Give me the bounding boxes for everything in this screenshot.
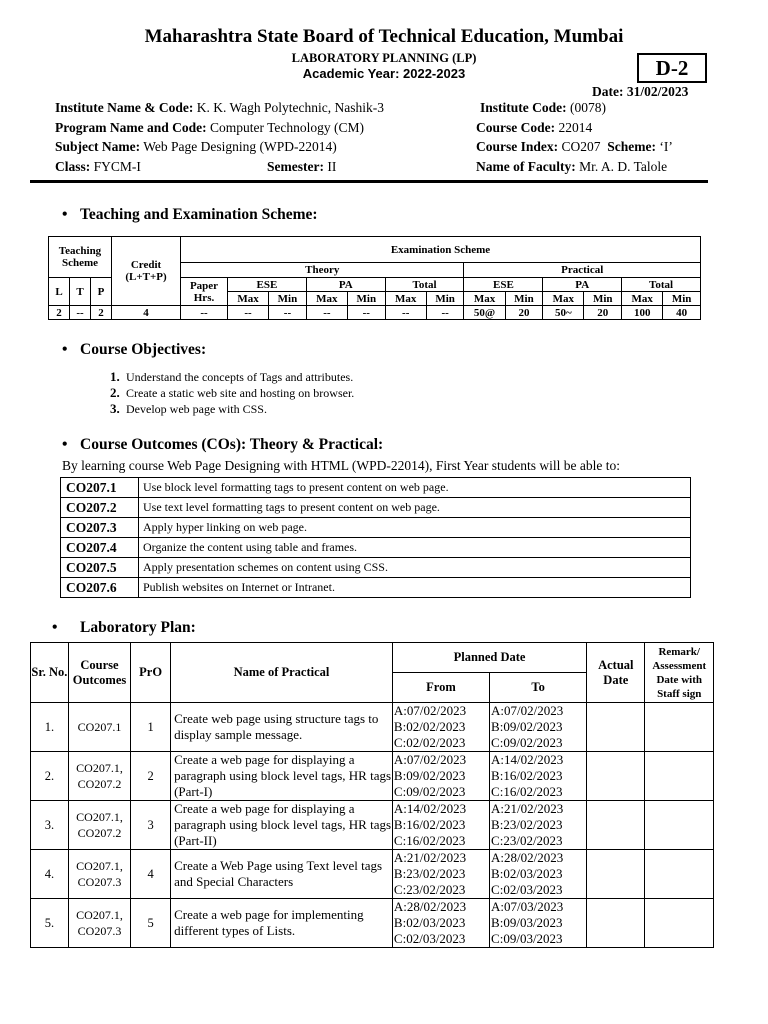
outcome-text: Use block level formatting tags to present content on web page. [139, 478, 691, 498]
course-outcome-cell: CO207.1 [68, 703, 130, 752]
actual-date-cell [587, 899, 645, 948]
from-date-cell [392, 850, 489, 899]
program-value: Computer Technology (CM) [209, 120, 365, 135]
date-label: Date: [592, 84, 624, 99]
date-line: A:21/02/2023 [393, 850, 467, 865]
faculty-value: Mr. A. D. Talole [579, 159, 668, 174]
date-line: B:02/02/2023 [393, 719, 466, 734]
program-name [55, 120, 364, 136]
scheme-value-cell: 2 [91, 306, 112, 320]
section-objectives-text: Course Objectives: [80, 341, 207, 358]
date-line: B:23/02/2023 [393, 866, 466, 881]
min-header: Min [584, 292, 622, 306]
objective-number: 2. [110, 385, 120, 400]
practical-pa-header: PA [543, 278, 622, 292]
objective-item [110, 385, 354, 401]
scheme-label: Scheme: [607, 139, 657, 154]
subject-name [55, 139, 337, 155]
date-value: 31/02/2023 [626, 84, 689, 99]
date-line: B:02/03/2023 [393, 915, 466, 930]
to-date-cell [490, 703, 587, 752]
to-date-cell [490, 801, 587, 850]
section-scheme-text: Teaching and Examination Scheme: [80, 206, 318, 223]
subject-label: Subject Name: [55, 139, 141, 154]
section-outcomes-text: Course Outcomes (COs): Theory & Practical: [80, 436, 384, 453]
document-date [592, 84, 688, 100]
course-code-value: 22014 [558, 120, 593, 135]
objective-text: Develop web page with CSS. [126, 402, 267, 416]
institute-name [55, 100, 384, 116]
table-row [31, 899, 714, 948]
doc-code-box: D-2 [637, 53, 707, 83]
date-line: C:02/03/2023 [393, 931, 466, 946]
p-header: P [91, 278, 112, 306]
outcome-row [61, 538, 691, 558]
theory-total-header: Total [385, 278, 464, 292]
scheme-table [48, 236, 701, 320]
class-value: FYCM-I [93, 159, 141, 174]
course-outcome-cell: CO207.1, CO207.2 [68, 801, 130, 850]
from-date-cell [392, 703, 489, 752]
scheme-value-cell: -- [347, 306, 385, 320]
date-line: B:16/02/2023 [491, 768, 563, 783]
table-row [31, 752, 714, 801]
scheme-value-cell: 2 [49, 306, 70, 320]
scheme-value-cell: 100 [622, 306, 663, 320]
max-header: Max [622, 292, 663, 306]
scheme-value-cell: 40 [663, 306, 701, 320]
scheme-value-cell: -- [228, 306, 269, 320]
date-line: B:16/02/2023 [393, 817, 466, 832]
pro-cell: 4 [131, 850, 171, 899]
course-index-value: CO207 [561, 139, 601, 154]
actual-date-cell [587, 703, 645, 752]
outcome-text: Organize the content using table and frames. [139, 538, 691, 558]
pro-cell: 3 [131, 801, 171, 850]
objective-item [110, 369, 353, 385]
outcomes-intro: By learning course Web Page Designing with HTML (WPD-22014), First Year students will be able to: [62, 458, 620, 473]
outcome-row [61, 478, 691, 498]
date-line: C:16/02/2023 [393, 833, 466, 848]
semester-value: II [327, 159, 337, 174]
section-heading-lab-plan [52, 619, 196, 637]
outcome-code: CO207.5 [61, 558, 139, 578]
min-header: Min [663, 292, 701, 306]
max-header: Max [385, 292, 426, 306]
date-line: A:28/02/2023 [491, 850, 564, 865]
document-title: Maharashtra State Board of Technical Education, Mumbai [144, 26, 624, 47]
outcome-code: CO207.1 [61, 478, 139, 498]
theory-ese-header: ESE [228, 278, 307, 292]
outcome-text: Use text level formatting tags to present content on web page. [139, 498, 691, 518]
table-row [31, 850, 714, 899]
institute-code [480, 100, 606, 116]
document-subtitle: LABORATORY PLANNING (LP) [291, 51, 477, 65]
outcome-text: Apply hyper linking on web page. [139, 518, 691, 538]
exam-scheme-header: Examination Scheme [181, 237, 701, 263]
date-line: B:02/03/2023 [491, 866, 563, 881]
outcome-code: CO207.6 [61, 578, 139, 598]
scheme-value-cell: 20 [505, 306, 543, 320]
scheme-value: ‘I’ [659, 139, 673, 154]
sr-no-cell: 3. [31, 801, 69, 850]
course-code-label: Course Code: [476, 120, 556, 135]
scheme-value-cell: -- [306, 306, 347, 320]
table-row [31, 801, 714, 850]
course-outcome-cell: CO207.1, CO207.2 [68, 752, 130, 801]
table-row [31, 703, 714, 752]
bullet-icon: • [62, 206, 68, 223]
remark-header: Remark/ Assessment Date with Staff sign [645, 643, 714, 703]
lab-plan-table [30, 642, 714, 948]
date-line: C:23/02/2023 [491, 833, 563, 848]
semester [267, 159, 336, 175]
outcome-row [61, 578, 691, 598]
date-line: A:07/02/2023 [393, 703, 467, 718]
date-line: A:21/02/2023 [491, 801, 564, 816]
remark-cell [645, 801, 714, 850]
date-line: B:09/02/2023 [491, 719, 563, 734]
outcome-code: CO207.4 [61, 538, 139, 558]
date-line: C:23/02/2023 [393, 882, 466, 897]
class-label: Class: [55, 159, 91, 174]
pro-header: PrO [131, 643, 171, 703]
header-divider [30, 180, 708, 183]
from-header: From [392, 673, 489, 703]
credit-header: Credit (L+T+P) [112, 237, 181, 306]
date-line: C:09/02/2023 [393, 784, 466, 799]
program-label: Program Name and Code: [55, 120, 207, 135]
scheme-value-cell: -- [181, 306, 228, 320]
scheme-value-cell: 20 [584, 306, 622, 320]
section-heading-outcomes [62, 436, 383, 454]
outcome-code: CO207.3 [61, 518, 139, 538]
class-name [55, 159, 141, 175]
date-line: A:07/02/2023 [393, 752, 467, 767]
outcome-row [61, 558, 691, 578]
bullet-icon: • [62, 436, 68, 453]
remark-cell [645, 850, 714, 899]
section-heading-objectives [62, 341, 206, 359]
to-header: To [490, 673, 587, 703]
outcome-row [61, 518, 691, 538]
date-line: A:28/02/2023 [393, 899, 467, 914]
scheme-value-cell: 50@ [464, 306, 505, 320]
bullet-icon: • [52, 619, 58, 636]
subject-value: Web Page Designing (WPD-22014) [143, 139, 337, 154]
remark-cell [645, 703, 714, 752]
remark-cell [645, 752, 714, 801]
outcome-text: Apply presentation schemes on content using CSS. [139, 558, 691, 578]
sr-no-cell: 4. [31, 850, 69, 899]
outcome-row [61, 498, 691, 518]
faculty-name [476, 159, 667, 175]
date-line: C:02/03/2023 [491, 882, 563, 897]
max-header: Max [543, 292, 584, 306]
course-outcome-cell: CO207.1, CO207.3 [68, 850, 130, 899]
course-outcome-cell: CO207.1, CO207.3 [68, 899, 130, 948]
to-date-cell [490, 850, 587, 899]
scheme-value-cell: -- [426, 306, 464, 320]
actual-date-cell [587, 752, 645, 801]
institute-code-label: Institute Code: [480, 100, 567, 115]
pro-cell: 1 [131, 703, 171, 752]
practical-name-cell: Create a web page for displaying a paragraph using block level tags, HR tags (Part-II) [171, 801, 393, 850]
actual-date-cell [587, 801, 645, 850]
practical-ese-header: ESE [464, 278, 543, 292]
course-outcomes-header: Course Outcomes [68, 643, 130, 703]
outcome-text: Publish websites on Internet or Intranet. [139, 578, 691, 598]
date-line: C:02/02/2023 [393, 735, 466, 750]
max-header: Max [228, 292, 269, 306]
t-header: T [70, 278, 91, 306]
scheme-values-row [49, 306, 701, 320]
date-line: A:14/02/2023 [393, 801, 467, 816]
scheme-value-cell: -- [70, 306, 91, 320]
actual-date-cell [587, 850, 645, 899]
sr-no-cell: 1. [31, 703, 69, 752]
course-index-label: Course Index: [476, 139, 559, 154]
institute-name-value: K. K. Wagh Polytechnic, Nashik-3 [196, 100, 384, 115]
objective-text: Understand the concepts of Tags and attributes. [126, 370, 354, 384]
outcomes-table [60, 477, 691, 598]
academic-year: Academic Year: 2022-2023 [302, 66, 466, 81]
practical-name-cell: Create a Web Page using Text level tags and Special Characters [171, 850, 393, 899]
to-date-cell [490, 899, 587, 948]
section-heading-scheme [62, 206, 318, 224]
remark-cell [645, 899, 714, 948]
max-header: Max [306, 292, 347, 306]
course-code [476, 120, 592, 136]
date-line: B:23/02/2023 [491, 817, 563, 832]
date-line: B:09/02/2023 [393, 768, 466, 783]
planned-date-header: Planned Date [392, 643, 586, 673]
to-date-cell [490, 752, 587, 801]
paper-hrs-header: Paper Hrs. [181, 278, 228, 306]
bullet-icon: • [62, 341, 68, 358]
practical-name-cell: Create a web page for implementing different types of Lists. [171, 899, 393, 948]
date-line: B:09/03/2023 [491, 915, 563, 930]
max-header: Max [464, 292, 505, 306]
l-header: L [49, 278, 70, 306]
from-date-cell [392, 801, 489, 850]
semester-label: Semester: [267, 159, 324, 174]
actual-date-header: Actual Date [587, 643, 645, 703]
practical-total-header: Total [622, 278, 701, 292]
institute-code-value: (0078) [570, 100, 606, 115]
section-lab-plan-text: Laboratory Plan: [80, 619, 196, 636]
scheme-value-cell: 4 [112, 306, 181, 320]
min-header: Min [505, 292, 543, 306]
date-line: C:16/02/2023 [491, 784, 563, 799]
theory-header: Theory [181, 263, 464, 278]
course-index [476, 139, 673, 155]
from-date-cell [392, 752, 489, 801]
sr-no-header: Sr. No. [31, 643, 69, 703]
practical-header: Practical [464, 263, 701, 278]
min-header: Min [269, 292, 307, 306]
practical-name-cell: Create a web page for displaying a paragraph using block level tags, HR tags (Part-I) [171, 752, 393, 801]
faculty-label: Name of Faculty: [476, 159, 576, 174]
objective-item [110, 401, 267, 417]
date-line: A:14/02/2023 [491, 752, 564, 767]
pro-cell: 2 [131, 752, 171, 801]
date-line: C:09/03/2023 [491, 931, 563, 946]
min-header: Min [347, 292, 385, 306]
practical-name-header: Name of Practical [171, 643, 393, 703]
date-line: C:09/02/2023 [491, 735, 563, 750]
sr-no-cell: 2. [31, 752, 69, 801]
scheme-value-cell: -- [269, 306, 307, 320]
from-date-cell [392, 899, 489, 948]
objective-number: 3. [110, 401, 120, 416]
pro-cell: 5 [131, 899, 171, 948]
institute-name-label: Institute Name & Code: [55, 100, 194, 115]
sr-no-cell: 5. [31, 899, 69, 948]
scheme-value-cell: 50~ [543, 306, 584, 320]
min-header: Min [426, 292, 464, 306]
outcome-code: CO207.2 [61, 498, 139, 518]
date-line: A:07/03/2023 [491, 899, 564, 914]
teaching-scheme-header: Teaching Scheme [49, 237, 112, 278]
scheme-value-cell: -- [385, 306, 426, 320]
objective-text: Create a static web site and hosting on browser. [126, 386, 355, 400]
date-line: A:07/02/2023 [491, 703, 564, 718]
objective-number: 1. [110, 369, 120, 384]
practical-name-cell: Create web page using structure tags to display sample message. [171, 703, 393, 752]
theory-pa-header: PA [306, 278, 385, 292]
